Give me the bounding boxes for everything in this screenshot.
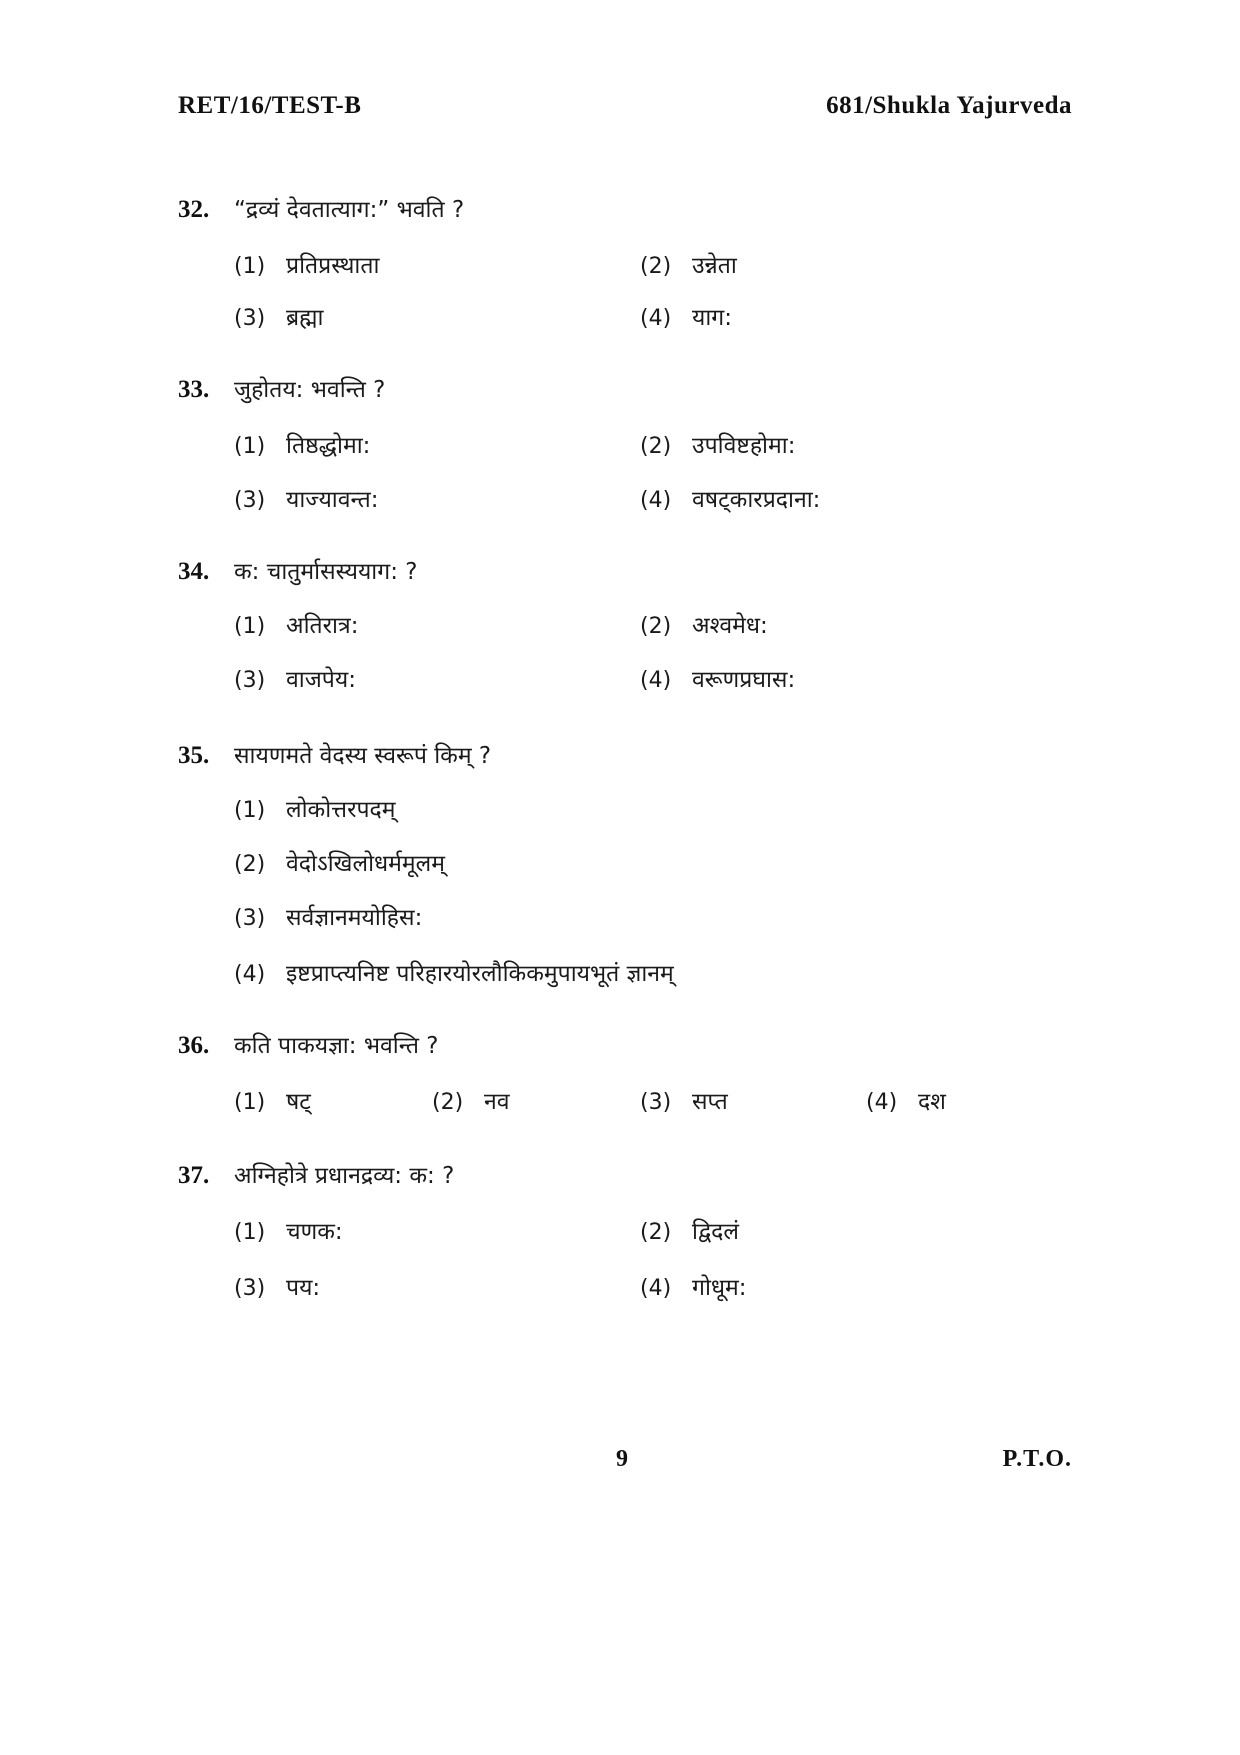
pto-label: P.T.O. xyxy=(1002,1446,1072,1472)
option-text: वरूणप्रघास: xyxy=(692,667,796,693)
option-number: (4) xyxy=(234,962,266,987)
option-text: याग: xyxy=(692,305,732,331)
question-36 xyxy=(178,1028,438,1060)
option-text: उपविष्टहोमा: xyxy=(692,433,796,459)
option-2 xyxy=(432,1084,510,1116)
option-text: इष्टप्राप्त्यनिष्ट परिहारयोरलौकिकमुपायभूतं ज्ञानम् xyxy=(286,961,674,987)
option-text: दश xyxy=(918,1089,946,1115)
option-2 xyxy=(640,428,795,460)
option-number: (1) xyxy=(234,614,266,639)
option-number: (4) xyxy=(640,488,672,513)
question-number: 35. xyxy=(178,742,210,769)
option-1 xyxy=(234,1084,311,1116)
exam-code: RET/16/TEST-B xyxy=(178,92,362,119)
question-text: अग्निहोत्रे प्रधानद्रव्य: क: ? xyxy=(234,1163,455,1189)
option-number: (2) xyxy=(640,614,672,639)
option-text: द्विदलं xyxy=(692,1219,739,1245)
option-text: उन्नेता xyxy=(692,253,737,279)
option-number: (1) xyxy=(234,1220,266,1245)
option-number: (2) xyxy=(640,434,672,459)
option-number: (4) xyxy=(640,306,672,331)
option-number: (4) xyxy=(866,1090,898,1115)
question-text: सायणमते वेदस्य स्वरूपं किम् ? xyxy=(234,743,492,769)
question-35 xyxy=(178,738,491,770)
option-1 xyxy=(234,1214,343,1246)
option-text: सर्वज्ञानमयोहिस: xyxy=(286,905,423,931)
option-number: (2) xyxy=(234,852,266,877)
option-text: पय: xyxy=(286,1275,321,1301)
option-4 xyxy=(234,956,674,988)
option-text: सप्त xyxy=(692,1089,728,1115)
option-4 xyxy=(640,300,732,332)
option-text: ब्रह्मा xyxy=(286,305,324,331)
question-number: 34. xyxy=(178,558,210,585)
option-1 xyxy=(234,608,358,640)
option-number: (1) xyxy=(234,434,266,459)
option-text: गोधूम: xyxy=(692,1275,747,1301)
subject-code: 681/Shukla Yajurveda xyxy=(826,92,1072,119)
question-text: जुहोतय: भवन्ति ? xyxy=(234,377,386,403)
option-number: (3) xyxy=(234,906,266,931)
question-text: क: चातुर्मासस्ययाग: ? xyxy=(234,559,418,585)
option-number: (2) xyxy=(640,1220,672,1245)
option-text: वषट्कारप्रदाना: xyxy=(692,487,821,513)
option-number: (3) xyxy=(234,488,266,513)
option-3 xyxy=(234,1270,320,1302)
option-1 xyxy=(234,248,379,280)
option-number: (4) xyxy=(640,668,672,693)
option-4 xyxy=(640,1270,747,1302)
question-32 xyxy=(178,192,464,224)
option-4 xyxy=(866,1084,946,1116)
option-4 xyxy=(640,662,795,694)
question-33 xyxy=(178,372,385,404)
option-3 xyxy=(234,662,356,694)
option-text: नव xyxy=(484,1089,510,1115)
question-34 xyxy=(178,554,417,586)
option-text: वेदोऽखिलोधर्ममूलम् xyxy=(286,851,446,877)
question-number: 36. xyxy=(178,1032,210,1059)
option-text: वाजपेय: xyxy=(286,667,356,693)
question-37 xyxy=(178,1158,454,1190)
option-4 xyxy=(640,482,820,514)
option-number: (1) xyxy=(234,1090,266,1115)
option-number: (1) xyxy=(234,798,266,823)
option-text: याज्यावन्त: xyxy=(286,487,379,513)
option-3 xyxy=(234,482,378,514)
page-number: 9 xyxy=(616,1446,628,1472)
option-2 xyxy=(640,608,768,640)
option-text: अतिरात्र: xyxy=(286,613,359,639)
option-text: चणक: xyxy=(286,1219,343,1245)
question-text: कति पाकयज्ञा: भवन्ति ? xyxy=(234,1033,439,1059)
option-2 xyxy=(234,846,445,878)
option-number: (3) xyxy=(234,1276,266,1301)
option-number: (2) xyxy=(640,254,672,279)
option-1 xyxy=(234,792,396,824)
option-text: अश्वमेध: xyxy=(692,613,768,639)
option-text: प्रतिप्रस्थाता xyxy=(286,253,380,279)
option-text: षट् xyxy=(286,1089,311,1115)
option-text: तिष्ठद्धोमा: xyxy=(286,433,371,459)
option-2 xyxy=(640,248,737,280)
option-3 xyxy=(234,300,324,332)
option-3 xyxy=(640,1084,728,1116)
option-number: (3) xyxy=(234,668,266,693)
question-number: 37. xyxy=(178,1162,210,1189)
option-3 xyxy=(234,900,422,932)
option-number: (2) xyxy=(432,1090,464,1115)
option-2 xyxy=(640,1214,739,1246)
option-1 xyxy=(234,428,370,460)
option-number: (3) xyxy=(640,1090,672,1115)
question-number: 32. xyxy=(178,196,210,223)
question-text: “द्रव्यं देवतात्याग:” भवति ? xyxy=(234,197,465,223)
option-number: (1) xyxy=(234,254,266,279)
option-number: (4) xyxy=(640,1276,672,1301)
option-text: लोकोत्तरपदम् xyxy=(286,797,396,823)
question-number: 33. xyxy=(178,376,210,403)
option-number: (3) xyxy=(234,306,266,331)
